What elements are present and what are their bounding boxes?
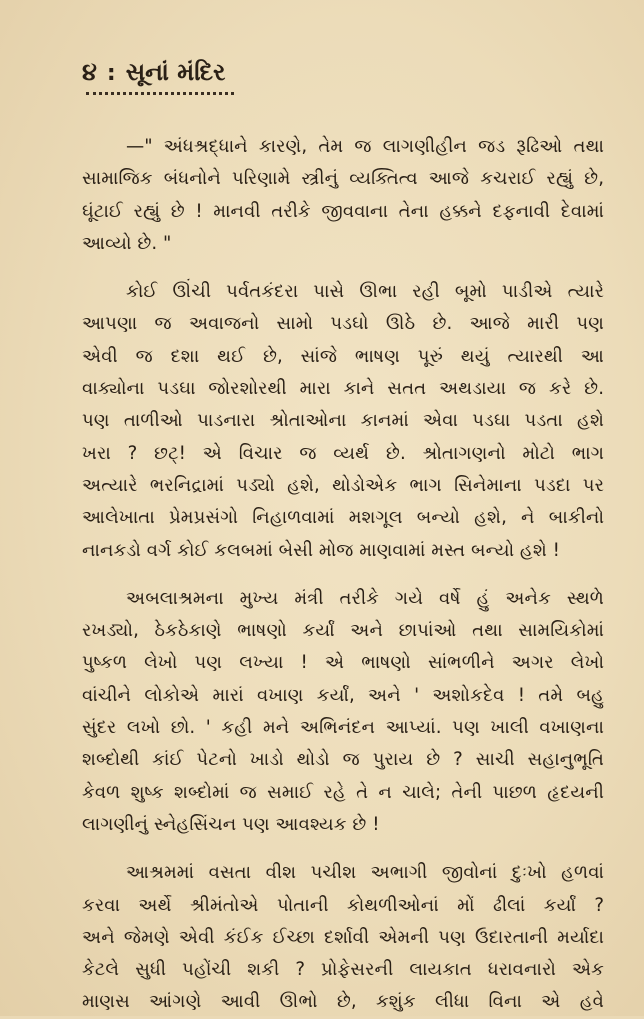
paragraph-1 [82,131,604,260]
text-line: કરવા અર્થે શ્રીમંતોએ પોતાની કોથળીઓનાં મોં ઢીલાં કર્યાં ? [82,894,604,916]
text-line: વાંચીને લોકોએ મારાં વખાણ કર્યાં, અને ' અશોકદેવ ! તમે બહુ [82,684,604,706]
text-line: નાનકડો વર્ગ કોઈ કલબમાં બેસી મોજ માણવામાં મસ્ત બન્યો હશે ! [82,539,560,561]
paragraph-4 [82,857,604,1018]
text-line: આવ્યો છે. " [82,232,172,254]
text-line: સુંદર લખો છો. ' કહી મને અભિનંદન આપ્યાં. પણ ખાલી વખાણના [82,717,604,739]
text-line: પુષ્કળ લેખો પણ લખ્યા ! એ ભાષણો સાંભળીને અગર લેખો [82,652,604,674]
text-line: વાક્યોના પડઘા જોરશોરથી મારા કાને સતત અથડાયા જ કરે છે. [82,378,604,400]
text-line: રખડ્યો, ઠેકઠેકાણે ભાષણો કર્યાં અને છાપાંઓ તથા સામયિકોમાં [82,620,604,642]
text-line: શબ્દોથી કાંઈ પેટનો ખાડો થોડો જ પુરાય છે ? સાચી સહાનુભૂતિ [82,749,604,771]
text-line: પણ તાળીઓ પાડનારા શ્રોતાઓના કાનમાં એવા પડઘા પડતા હશે [82,410,604,432]
text-line: —" અંધશ્રદ્ધાને કારણે, તેમ જ લાગણીહીન જડ રૂઢિઓ તથા [126,136,604,157]
text-line: કેટલે સુધી પહોંચી શકી ? પ્રોફેસરની લાયકાત ધરાવનારો એક [82,959,604,981]
page-number: ૪ [82,58,97,86]
paragraph-3 [82,583,604,841]
text-line: ખરા ? છટ્! એ વિચાર જ વ્યર્થ છે. શ્રોતાગણનો મોટો ભાગ [82,442,604,464]
paragraph-2 [82,276,604,567]
text-line: અને જેમણે એવી કંઈક ઈચ્છા દર્શાવી એમની પણ ઉદારતાની મર્યાદા [82,926,604,948]
text-line: માણસ આંગણે આવી ઊભો છે, કશુંક લીધા વિના એ હવે [82,991,604,1013]
text-line: આલેખાતા પ્રેમપ્રસંગો નિહાળવામાં મશગૂલ બન્યો હશે, ને બાકીનો [82,507,604,529]
text-line: સામાજિક બંધનોને પરિણામે સ્ત્રીનું વ્યક્તિત્વ આજે કચરાઈ રહ્યું છે, [82,168,604,190]
header-separator: : [106,61,116,86]
book-title: સૂનાં મંદિર [125,58,226,86]
text-line: આપણા જ અવાજનો સામો પડઘો ઊઠે છે. આજે મારી પણ [82,313,604,335]
text-line: અબલાશ્રમના મુખ્ય મંત્રી તરીકે ગયે વર્ષે હું અનેક સ્થળે [126,587,604,609]
running-header [82,56,604,90]
text-line: એવી જ દશા થઈ છે, સાંજે ભાષણ પૂરું થયું ત્યારથી આ [82,345,604,367]
text-line: લાગણીનું સ્નેહસિંચન પણ આવશ્યક છે ! [82,813,380,835]
text-line: ઘૂંટાઈ રહ્યું છે ! માનવી તરીકે જીવવાના તેના હક્કને દફનાવી દેવામાં [82,200,604,222]
text-line: આશ્રમમાં વસતા વીશ પચીશ અભાગી જીવોનાં દુઃખો હળવાં [126,862,604,884]
dotted-underline [86,92,234,95]
text-line: કોઈ ઊંચી પર્વતકંદરા પાસે ઊભા રહી બૂમો પાડીએ ત્યારે [126,281,604,303]
text-line: અત્યારે ભરનિદ્રામાં પડ્યો હશે, થોડોએક ભાગ સિનેમાના પડદા પર [82,474,604,496]
text-line: કેવળ શુષ્ક શબ્દોમાં જ સમાઈ રહે તે ન ચાલે; તેની પાછળ હૃદયની [82,781,604,803]
